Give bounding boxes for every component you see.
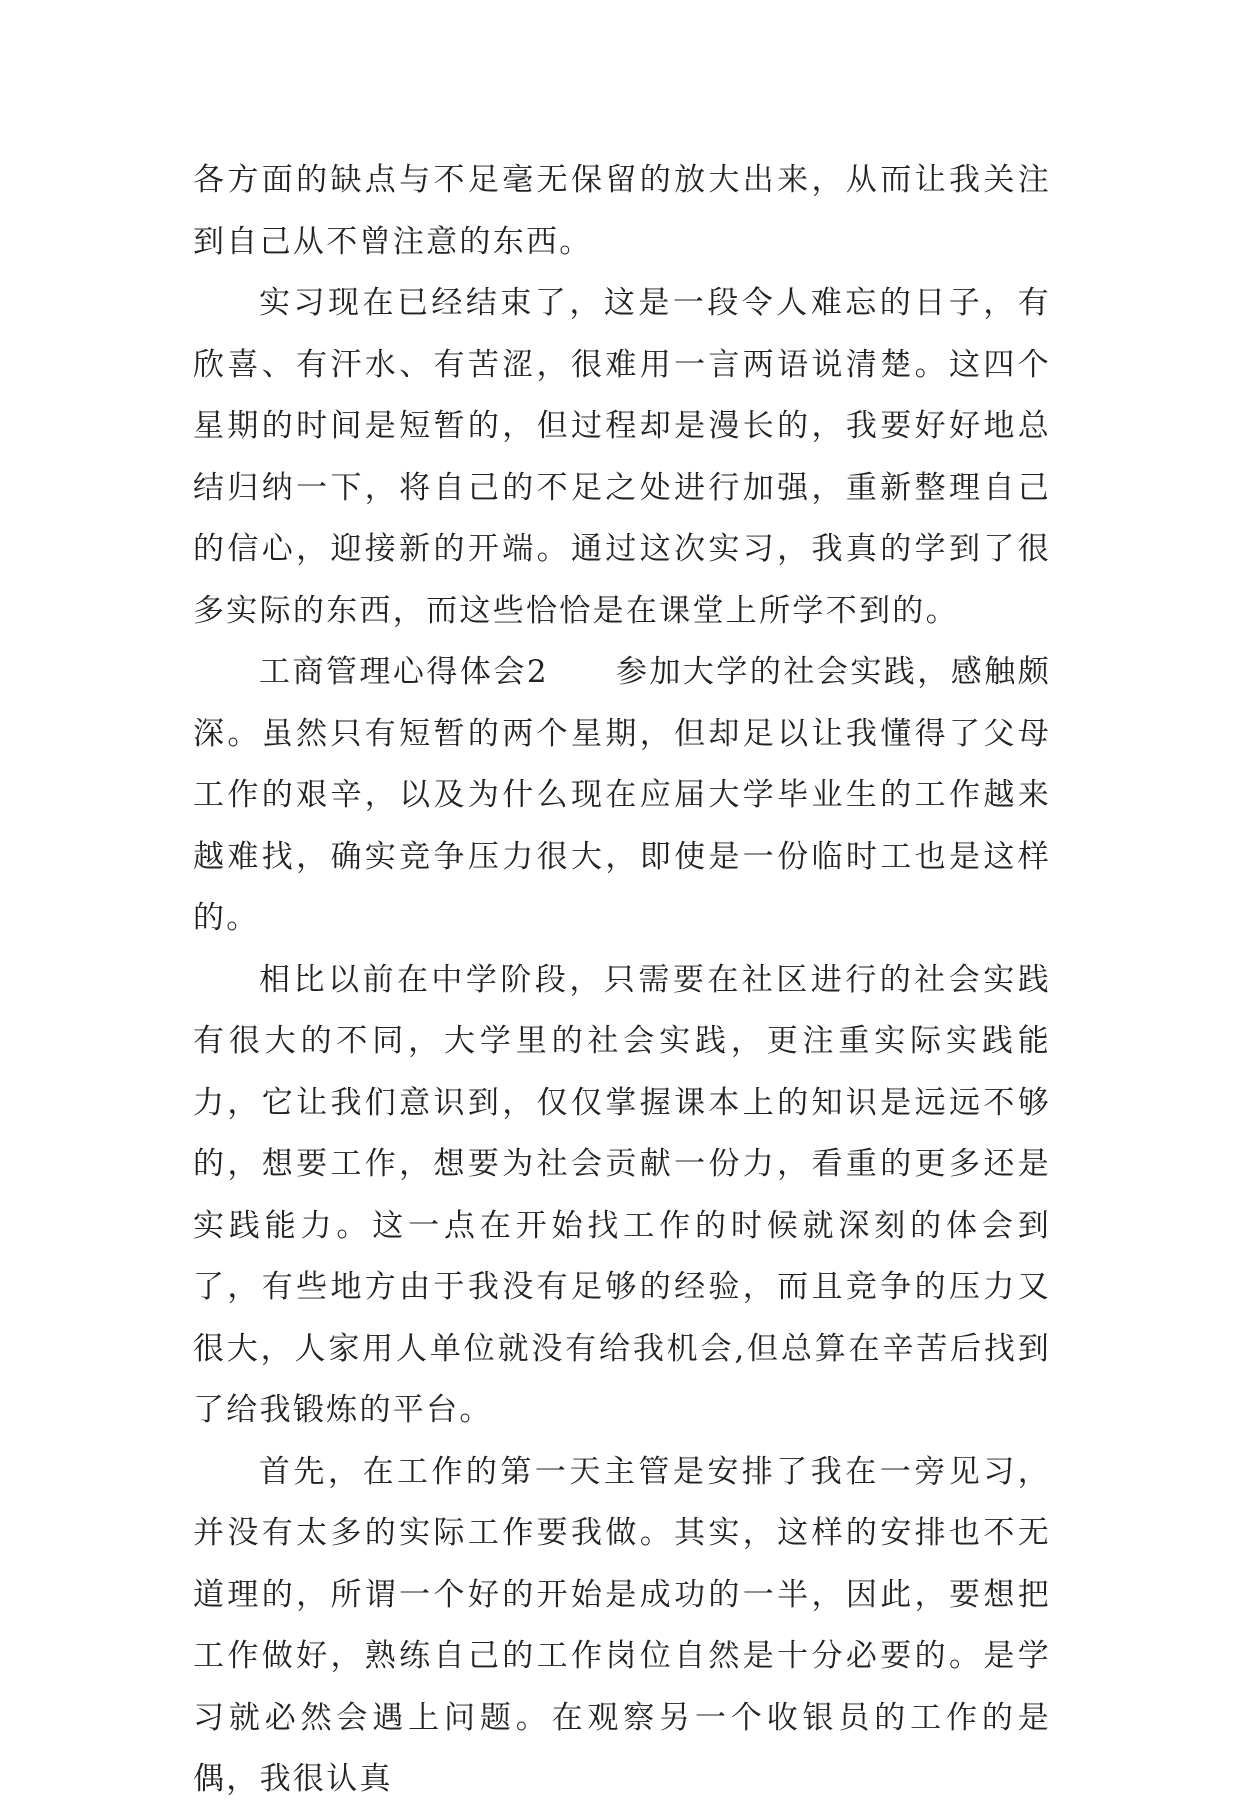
paragraph-5: 首先，在工作的第一天主管是安排了我在一旁见习，并没有太多的实际工作要我做。其实，这样的安排也不无道理的，所谓一个好的开始是成功的一半，因此，要想把工作做好，熟练自己的工作岗位自然是十分必要的。是学习就必然会遇上问题。在观察另一个收银员的工作的是偶，我很认真 — [193, 1453, 1051, 1797]
paragraph-2: 实习现在已经结束了，这是一段令人难忘的日子，有欣喜、有汗水、有苦涩，很难用一言两语说清楚。这四个星期的时间是短暂的，但过程却是漫长的，我要好好地总结归纳一下，将自己的不足之处进行加强，重新整理自己的信心，迎接新的开端。通过这次实习，我真的学到了很多实际的东西，而这些恰恰是在课堂上所学不到的。 — [193, 285, 1051, 629]
paragraph-3: 工商管理心得体会2 参加大学的社会实践，感触颇深。虽然只有短暂的两个星期，但却足以让我懂得了父母工作的艰辛，以及为什么现在应届大学毕业生的工作越来越难找，确实竞争压力很大，即使是一份临时工也是这样的。 — [193, 654, 1051, 936]
document-body — [193, 150, 1051, 1811]
paragraph-4: 相比以前在中学阶段，只需要在社区进行的社会实践有很大的不同，大学里的社会实践，更注重实际实践能力，它让我们意识到，仅仅掌握课本上的知识是远远不够的，想要工作，想要为社会贡献一份力，看重的更多还是实践能力。这一点在开始找工作的时候就深刻的体会到了，有些地方由于我没有足够的经验，而且竞争的压力又很大，人家用人单位就没有给我机会,但总算在辛苦后找到了给我锻炼的平台。 — [193, 961, 1051, 1428]
paragraph-1: 各方面的缺点与不足毫无保留的放大出来，从而让我关注到自己从不曾注意的东西。 — [193, 162, 1051, 260]
